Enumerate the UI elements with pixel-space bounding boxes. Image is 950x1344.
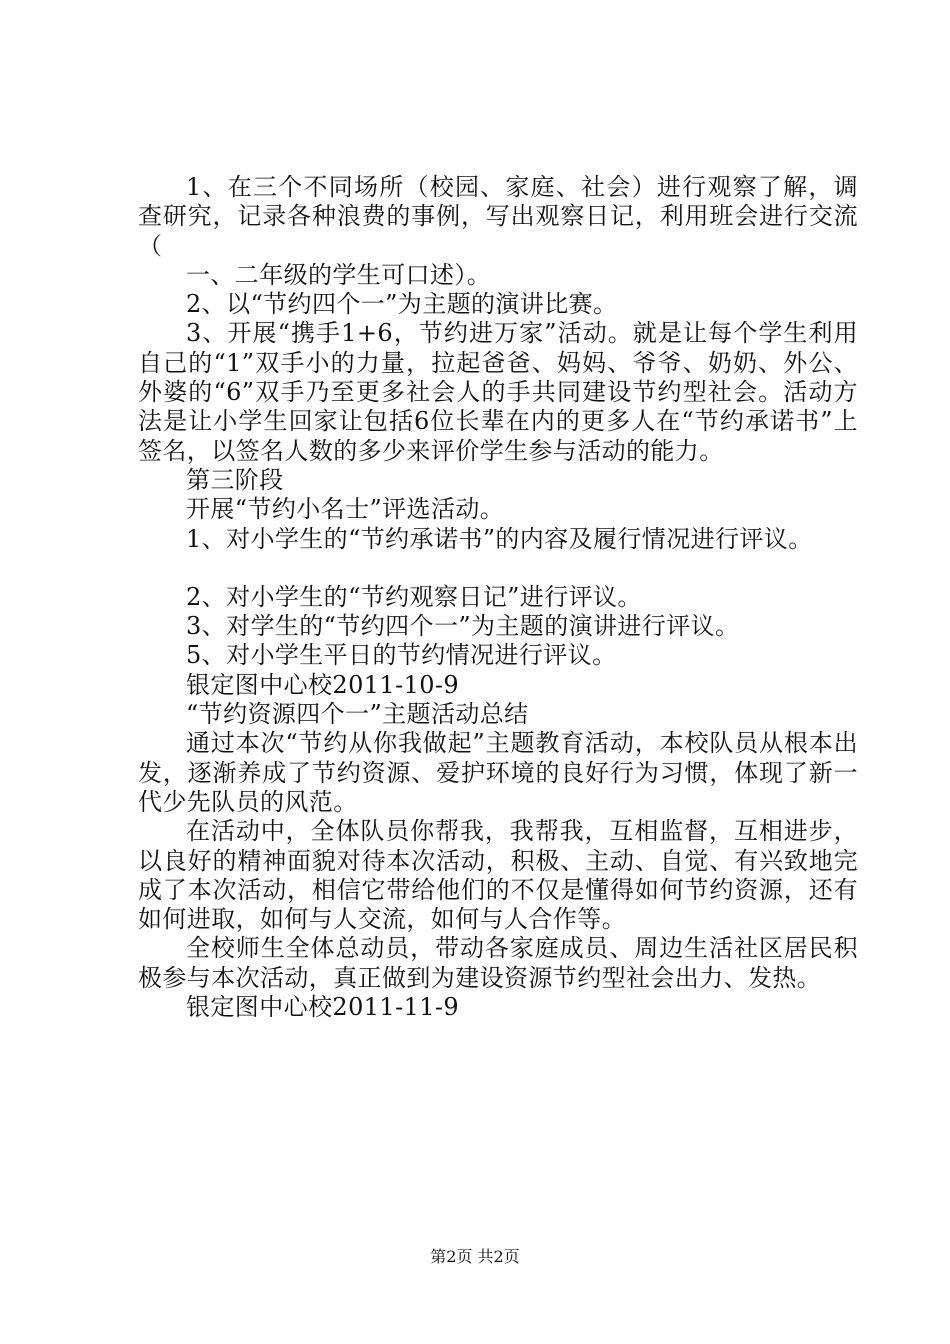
section-heading-stage-three: 第三阶段 bbox=[186, 465, 284, 494]
paragraph-selection-activity: 开展“节约小名士”评选活动。 bbox=[186, 495, 505, 524]
paragraph-oral-report: 一、二年级的学生可口述）。 bbox=[186, 260, 492, 289]
signature-date-second: 银定图中心校2011-11-9 bbox=[186, 993, 460, 1022]
summary-title: “节约资源四个一”主题活动总结 bbox=[186, 700, 529, 729]
paragraph-review-diary: 2、对小学生的“节约观察日记”进行评议。 bbox=[186, 582, 642, 611]
paragraph-summary-intro: 通过本次“节约从你我做起”主题教育活动，本校队员从根本出发，逐渐养成了节约资源、爱护环境的良好行为习惯，体现了新一代少先队员的风范。 bbox=[138, 729, 858, 816]
page-number-footer: 第2页 共2页 bbox=[430, 1247, 520, 1266]
paragraph-observation-diary: 1、在三个不同场所（校园、家庭、社会）进行观察了解，调查研究，记录各种浪费的事例，写出观察日记，利用班会进行交流（ bbox=[138, 173, 858, 260]
paragraph-summary-teamwork: 在活动中，全体队员你帮我，我帮我，互相监督，互相进步，以良好的精神面貌对待本次活动，积极、主动、自觉、有兴致地完成了本次活动，相信它带给他们的不仅是懂得如何节约资源，还有如何进取，如何与人交流，如何与人合作等。 bbox=[138, 817, 858, 934]
paragraph-hand-in-hand-activity: 3、开展“携手1+6，节约进万家”活动。就是让每个学生利用自己的“1”双手小的力量，拉起爸爸、妈妈、爷爷、奶奶、外公、外婆的“6”双手乃至更多社会人的手共同建设节约型社会。活动方法是让小学生回家让包括6位长辈在内的更多人在“节约承诺书”上签名，以签名人数的多少来评价学生参与活动的能力。 bbox=[138, 319, 858, 465]
document-body bbox=[138, 173, 858, 1022]
signature-date-first: 银定图中心校2011-10-9 bbox=[186, 670, 460, 699]
paragraph-review-daily: 5、对小学生平日的节约情况进行评议。 bbox=[186, 641, 617, 670]
paragraph-review-pledge: 1、对小学生的“节约承诺书”的内容及履行情况进行评议。 bbox=[186, 524, 813, 553]
paragraph-speech-contest: 2、以“节约四个一”为主题的演讲比赛。 bbox=[186, 290, 618, 319]
paragraph-review-speech: 3、对学生的“节约四个一”为主题的演讲进行评议。 bbox=[186, 612, 740, 641]
paragraph-spacer bbox=[138, 554, 858, 583]
paragraph-summary-mobilization: 全校师生全体总动员，带动各家庭成员、周边生活社区居民积极参与本次活动，真正做到为建设资源节约型社会出力、发热。 bbox=[138, 934, 858, 992]
